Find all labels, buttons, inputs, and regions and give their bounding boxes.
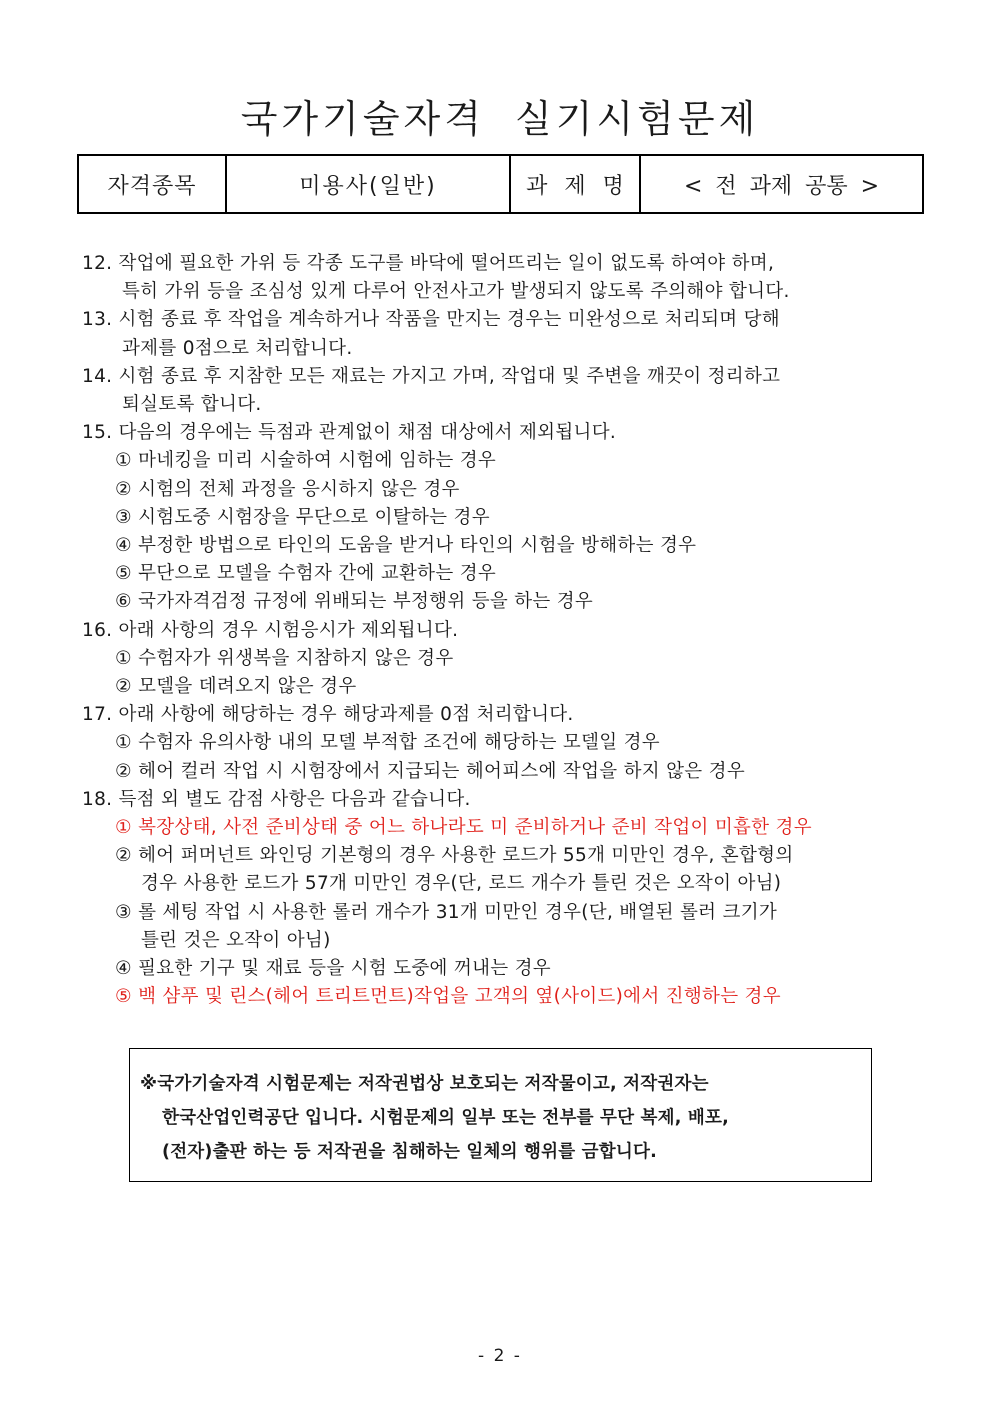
item-14-cont: 퇴실토록 합니다. bbox=[122, 394, 262, 416]
item-18-sub-5: ⑤ 백 샴푸 및 린스(헤어 트리트먼트)작업을 고객의 옆(사이드)에서 진행하는 경우 bbox=[115, 986, 781, 1008]
item-15-sub-4: ④ 부정한 방법으로 타인의 도움을 받거나 타인의 시험을 방해하는 경우 bbox=[115, 535, 697, 557]
item-18-sub-4: ④ 필요한 기구 및 재료 등을 시험 도중에 꺼내는 경우 bbox=[115, 958, 551, 980]
item-15-sub-1: ① 마네킹을 미리 시술하여 시험에 임하는 경우 bbox=[115, 450, 497, 472]
item-15-sub-6: ⑥ 국가자격검정 규정에 위배되는 부정행위 등을 하는 경우 bbox=[115, 591, 594, 613]
item-17-sub-2: ② 헤어 컬러 작업 시 시험장에서 지급되는 헤어피스에 작업을 하지 않은 경우 bbox=[115, 760, 746, 782]
item-16-sub-1: ① 수험자가 위생복을 지참하지 않은 경우 bbox=[115, 647, 454, 669]
qualification-value: 미용사(일반) bbox=[226, 155, 510, 213]
notice-line-2: 한국산업인력공단 입니다. 시험문제의 일부 또는 전부를 무단 복제, 배포, bbox=[162, 1108, 729, 1128]
qualification-label: 자격종목 bbox=[78, 155, 226, 213]
item-18-sub-3: ③ 롤 세팅 작업 시 사용한 롤러 개수가 31개 미만인 경우(단, 배열된 롤러 크기가 bbox=[115, 901, 778, 923]
document-title: 국가기술자격 실기시험문제 bbox=[240, 97, 760, 141]
item-14: 14. 시험 종료 후 지참한 모든 재료는 가지고 가며, 작업대 및 주변을 깨끗이 정리하고 bbox=[82, 365, 781, 387]
item-12: 12. 작업에 필요한 가위 등 각종 도구를 바닥에 떨어뜨리는 일이 없도록 하여야 하며, bbox=[82, 253, 775, 274]
item-18-sub-1: ① 복장상태, 사전 준비상태 중 어느 하나라도 미 준비하거나 준비 작업이 미흡한 경우 bbox=[115, 817, 812, 839]
item-18-sub-2-cont: 경우 사용한 로드가 57개 미만인 경우(단, 로드 개수가 틀린 것은 오작이 아님) bbox=[141, 873, 782, 895]
item-18: 18. 득점 외 별도 감점 사항은 다음과 같습니다. bbox=[82, 788, 471, 810]
item-17: 17. 아래 사항에 해당하는 경우 해당과제를 0점 처리합니다. bbox=[82, 704, 574, 726]
page-number: - 2 - bbox=[478, 1346, 522, 1366]
item-18-sub-2: ② 헤어 퍼머넌트 와인딩 기본형의 경우 사용한 로드가 55개 미만인 경우, 혼합형의 bbox=[115, 845, 794, 867]
instructions-body bbox=[82, 250, 962, 1011]
notice-line-3: (전자)출판 하는 등 저작권을 침해하는 일체의 행위를 금합니다. bbox=[162, 1142, 657, 1162]
item-13-cont: 과제를 0점으로 처리합니다. bbox=[122, 337, 353, 359]
item-13: 13. 시험 종료 후 작업을 계속하거나 작품을 만지는 경우는 미완성으로 처리되며 당해 bbox=[82, 309, 780, 331]
info-table bbox=[77, 154, 924, 214]
item-17-sub-1: ① 수험자 유의사항 내의 모델 부적합 조건에 해당하는 모델일 경우 bbox=[115, 732, 660, 754]
item-15-sub-3: ③ 시험도중 시험장을 무단으로 이탈하는 경우 bbox=[115, 506, 490, 528]
item-15-sub-2: ② 시험의 전체 과정을 응시하지 않은 경우 bbox=[115, 478, 460, 500]
task-label: 과 제 명 bbox=[510, 155, 640, 213]
copyright-notice bbox=[129, 1048, 872, 1182]
task-value: < 전 과제 공통 > bbox=[640, 155, 923, 213]
notice-line-1: ※국가기술자격 시험문제는 저작권법상 보호되는 저작물이고, 저작권자는 bbox=[140, 1074, 709, 1094]
item-15-sub-5: ⑤ 무단으로 모델을 수험자 간에 교환하는 경우 bbox=[115, 563, 497, 585]
item-16-sub-2: ② 모델을 데려오지 않은 경우 bbox=[115, 676, 357, 698]
item-18-sub-3-cont: 틀린 것은 오작이 아님) bbox=[141, 929, 331, 951]
item-16: 16. 아래 사항의 경우 시험응시가 제외됩니다. bbox=[82, 619, 459, 641]
item-15: 15. 다음의 경우에는 득점과 관계없이 채점 대상에서 제외됩니다. bbox=[82, 422, 617, 444]
item-12-cont: 특히 가위 등을 조심성 있게 다루어 안전사고가 발생되지 않도록 주의해야 합니다. bbox=[122, 281, 790, 303]
